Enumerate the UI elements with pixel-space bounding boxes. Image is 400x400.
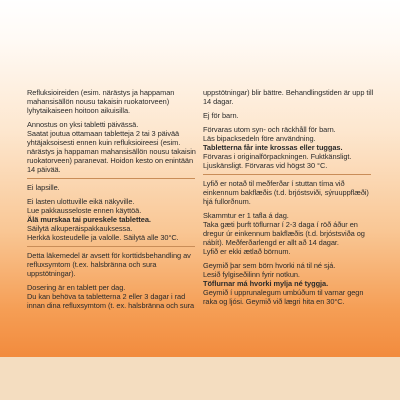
text-line: Herkkä kosteudelle ja valolle. Säilytä alle 30°C. [27,233,179,242]
warning-text: Tabletterna får inte krossas eller tuggas. [203,143,343,152]
text-line: Ej för barn. [203,111,239,120]
leaflet-paragraph [203,261,371,306]
text-line: Annostus on yksi tabletti päivässä. [27,120,139,129]
leaflet-section [27,251,195,314]
leaflet-paragraph [27,183,195,192]
text-line: Lyfið er notað til meðferðar í stuttan tíma við [203,179,345,188]
leaflet-paragraph [27,283,195,310]
text-line: ruokatorveen) paranevat. Hoidon kesto on enintään [27,156,194,165]
leaflet-section [203,88,374,175]
text-line: hjá fullorðnum. [203,197,251,206]
text-line: Saatat joutua ottamaan tabletteja 2 tai 3 päivää [27,129,180,138]
leaflet-section [27,183,195,247]
leaflet-section [203,179,371,310]
leaflet-paragraph [27,251,195,278]
left-column [27,88,195,318]
leaflet-paragraph [27,120,195,174]
text-line: Detta läkemedel är avsett för korttidsbehandling av [27,251,191,260]
text-line: Förvaras utom syn- och räckhåll för barn. [203,125,336,134]
warning-text: Älä murskaa tai pureskele tablettea. [27,215,151,224]
text-line: Förvaras i originalförpackningen. Fuktkänsligt. [203,152,352,161]
leaflet-paragraph [203,111,371,120]
text-line: Lyfið er ekki ætlað börnum. [203,247,291,256]
text-line: Dosering är en tablett per dag. [27,283,126,292]
text-line: uppstötningar) blir bättre. Behandlingstiden är upp till [203,88,374,97]
text-line: Du kan behöva ta tabletterna 2 eller 3 dagar i rad [27,292,186,301]
text-line: Skammtur er 1 tafla á dag. [203,211,289,220]
text-line: einkennum bakflæðis (t.d. brjóstsviði, sýruuppflæði) [203,188,369,197]
text-line: dregur úr einkennum bakflæðis (t.d. brjóstsviða og [203,229,365,238]
leaflet-section [27,88,195,179]
text-line: Ei lasten ulottuville eikä näkyville. [27,197,135,206]
bottom-band [0,357,400,400]
right-column [203,88,374,314]
text-line: innan dina refluxsymtom (t. ex. halsbränna och sura [27,301,195,310]
text-line: nábít). Meðferðarlengd er allt að 14 dagar. [203,238,339,247]
text-line: Refluksioireiden (esim. närästys ja happaman [27,88,175,97]
text-line: Ljuskänsligt. Förvaras vid högst 30 °C. [203,161,328,170]
text-line: Säilytä alkuperäispakkauksessa. [27,224,133,233]
text-line: Geymið í upprunalegum umbúðum til varnar gegn [203,288,364,297]
warning-text: Töflurnar má hvorki mylja né tyggja. [203,279,329,288]
text-line: Lue pakkausseloste ennen käyttöä. [27,206,142,215]
leaflet-paragraph [27,88,195,115]
text-line: lyhytaikaiseen hoitoon aikuisilla. [27,106,131,115]
text-line: Lesið fylgiseðilinn fyrir notkun. [203,270,300,279]
text-line: mahansisällön nousu takaisin ruokatorveen) [27,97,170,106]
text-line: Taka gæti þurft töflurnar í 2-3 daga í röð áður en [203,220,358,229]
text-line: raka og ljósi. Geymið við lægri hita en 30°C. [203,297,345,306]
text-line: Geymið þar sem börn hvorki ná til né sjá. [203,261,336,270]
text-line: Läs bipacksedeln före användning. [203,134,316,143]
text-line: Ei lapsille. [27,183,60,192]
text-line: närästys ja happaman mahansisällön nousu takaisin [27,147,196,156]
text-line: refluxsymtom (t.ex. halsbränna och sura [27,260,157,269]
leaflet-paragraph [203,88,374,106]
text-line: 14 päivää. [27,165,61,174]
leaflet-paragraph [203,125,371,170]
text-line: 14 dagar. [203,97,234,106]
leaflet-paragraph [27,197,195,242]
leaflet-paragraph [203,211,371,256]
text-line: yhtäjaksoisesti ennen kuin refluksioireesi (esim. [27,138,181,147]
leaflet-paragraph [203,179,371,206]
text-line: uppstötningar). [27,269,76,278]
